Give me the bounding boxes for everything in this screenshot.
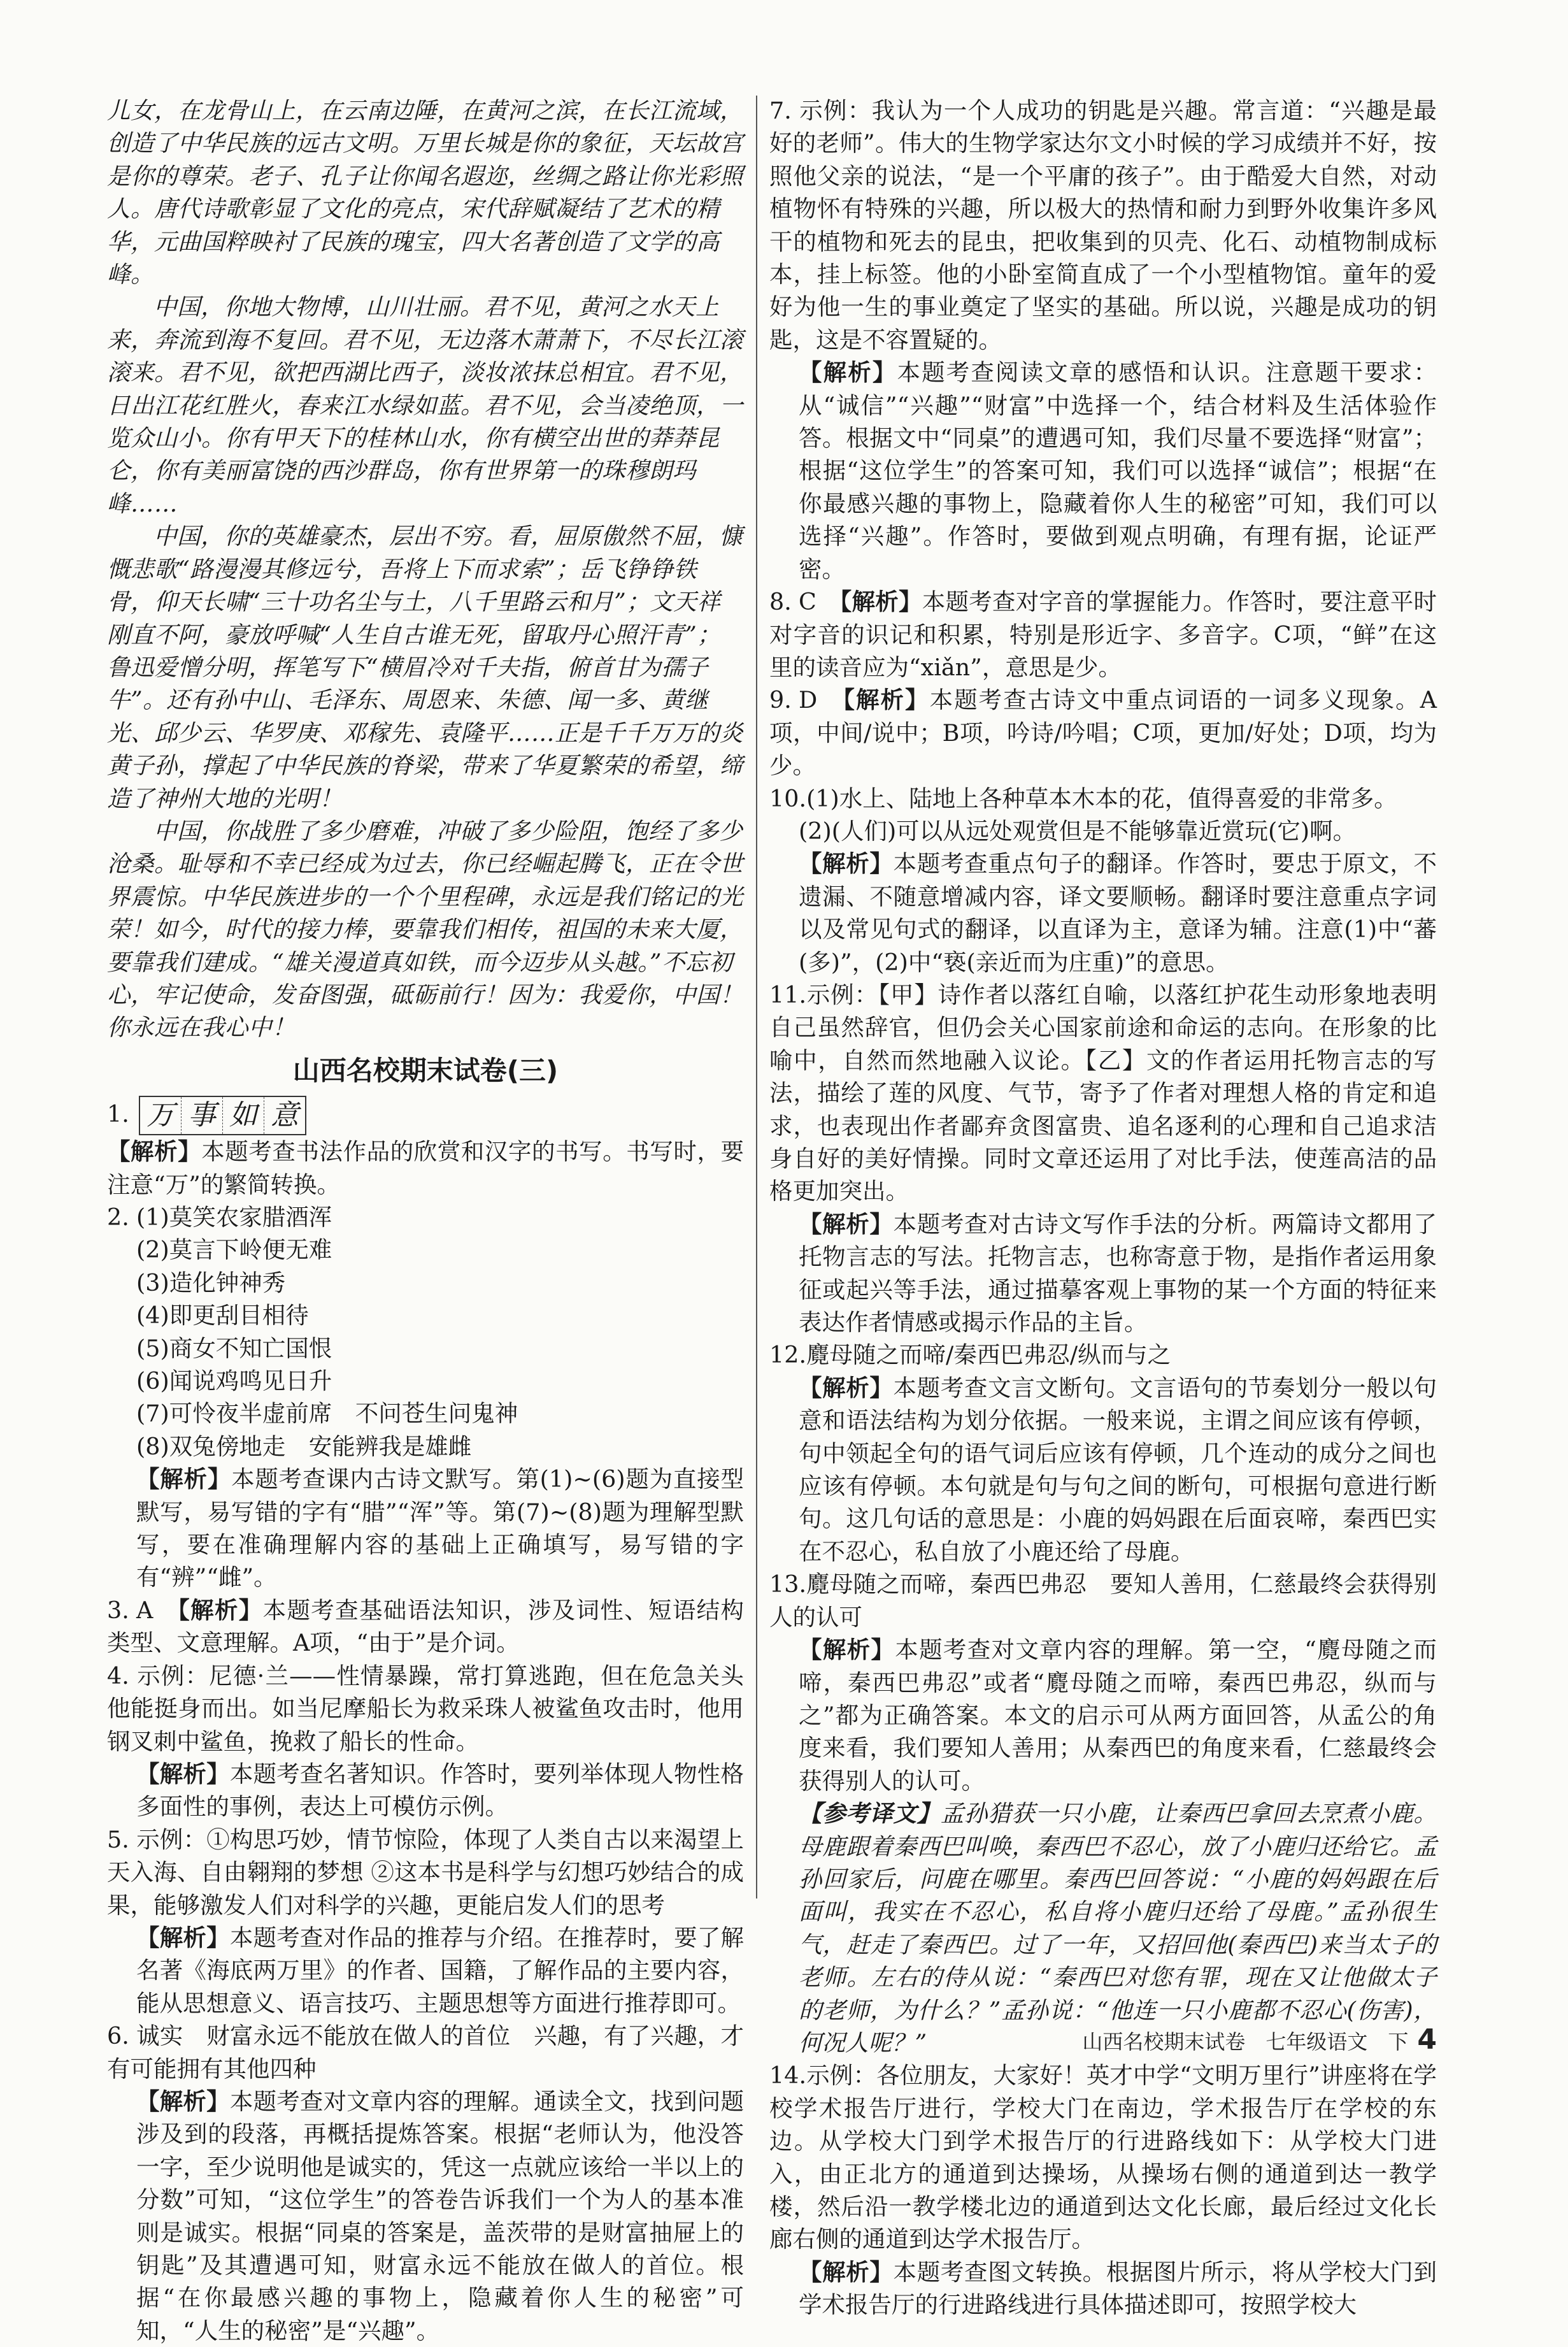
analysis-tag: 【解析】 xyxy=(136,1465,232,1493)
answer-text: 麑母随之而啼/秦西巴弗忍/纵而与之 xyxy=(806,1341,1171,1369)
analysis-text: 本题考查对文章内容的理解。第一空，“麑母随之而啼，秦西巴弗忍”或者“麑母随之而啼，秦西巴弗忍，纵而与之”都为正确答案。本文的启示可从两方面回答，从孟公的角度来看，我们要知人善用；从秦西巴的角度来看，仁慈最终会获得别人的认可。 xyxy=(799,1636,1437,1795)
section-title: 山西名校期末试卷(三) xyxy=(292,1054,559,1086)
analysis-text: 本题考查对字音的掌握能力。作答时，要注意平时对字音的识记和积累，特别是形近字、多音字。C项，“鲜”在这里的读音应为“xiǎn”，意思是少。 xyxy=(769,588,1437,681)
analysis-text: 本题考查对作品的推荐与介绍。在推荐时，要了解名著《海底两万里》的作者、国籍，了解作品的主要内容，能从思想意义、语言技巧、主题思想等方面进行推荐即可。 xyxy=(136,1923,745,2017)
answer-4 xyxy=(107,1660,744,1823)
analysis-text: 本题考查图文转换。根据图片所示，将从学校大门到学术报告厅的行进路线进行具体描述即可，按照学校大 xyxy=(799,2258,1437,2319)
analysis-tag: 【解析】 xyxy=(799,850,894,878)
answer-item: (3)造化钟神秀 xyxy=(136,1268,286,1296)
analysis-text: 本题考查书法作品的欣赏和汉字的书写。书写时，要注意“万”的繁简转换。 xyxy=(107,1138,745,1198)
answer-item: (1)莫笑农家腊酒浑 xyxy=(136,1203,332,1231)
answer-2 xyxy=(107,1201,744,1594)
answer-6 xyxy=(107,2020,744,2347)
calligraphy-char: 事 xyxy=(182,1097,223,1134)
calligraphy-char: 万 xyxy=(140,1097,182,1134)
question-number: 12. xyxy=(769,1341,807,1369)
analysis-tag: 【解析】 xyxy=(799,2258,894,2286)
answer-item: (7)可怜夜半虚前席 不问苍生问鬼神 xyxy=(136,1400,518,1428)
analysis-tag: 【解析】 xyxy=(136,2087,230,2115)
analysis xyxy=(107,2085,744,2347)
answer-13 xyxy=(769,1568,1437,2059)
answer-choice: D xyxy=(799,686,818,714)
analysis-text: 本题考查对文章内容的理解。通读全文，找到问题涉及到的段落，再概括提炼答案。根据“老师认为，他没答一字，至少说明他是诚实的，凭这一点就应该给一半以上的分数”可知，“这位学生”的答卷告诉我们一个为人的基本准则是诚实。根据“同桌的答案是，盖茨带的是财富抽屉上的钥匙”及其遭遇可知，财富永远不能放在做人的首位。根据“在你最感兴趣的事物上，隐藏着你人生的秘密”可知，“人生的秘密”是“兴趣”。 xyxy=(136,2087,745,2344)
footer-label: 山西名校期末试卷 七年级语文 下 xyxy=(1082,2030,1409,2054)
analysis xyxy=(769,1208,1437,1339)
right-column xyxy=(769,94,1437,2322)
question-number: 8. xyxy=(769,588,792,616)
answer-item: (1)水上、陆地上各种草本木本的花，值得喜爱的非常多。 xyxy=(806,784,1397,812)
analysis xyxy=(107,1135,744,1201)
analysis xyxy=(769,1372,1437,1568)
answer-8 xyxy=(769,585,1437,684)
question-number: 7. xyxy=(769,97,792,124)
question-number: 9. xyxy=(769,686,792,714)
calligraphy-char: 如 xyxy=(223,1097,264,1134)
analysis-text: 本题考查基础语法知识，涉及词性、短语结构类型、文意理解。A项，“由于”是介词。 xyxy=(107,1596,745,1657)
question-number: 14. xyxy=(769,2062,807,2090)
analysis xyxy=(769,847,1437,979)
essay-continuation xyxy=(107,94,744,1044)
answer-14 xyxy=(769,2059,1437,2321)
calligraphy-answer xyxy=(139,1096,306,1135)
calligraphy-char: 意 xyxy=(271,1099,299,1132)
question-number: 6. xyxy=(107,2022,129,2050)
analysis-text: 本题考查名著知识。作答时，要列举体现人物性格多面性的事例，表达上可模仿示例。 xyxy=(136,1760,745,1821)
answer-text: 示例：尼德·兰——性情暴躁，常打算逃跑，但在危急关头他能挺身而出。如当尼摩船长为救采珠人被鲨鱼攻击时，他用钢叉刺中鲨鱼，挽救了船长的性命。 xyxy=(107,1662,744,1755)
analysis-tag: 【解析】 xyxy=(799,1374,894,1402)
question-number: 3. xyxy=(107,1596,129,1624)
analysis xyxy=(769,2256,1437,2322)
analysis-text: 本题考查古诗文中重点词语的一词多义现象。A项，中间/说中；B项，吟诗/吟唱；C项，更加/好处；D项，均为少。 xyxy=(769,686,1437,780)
analysis-text: 本题考查阅读文章的感悟和认识。注意题干要求：从“诚信”“兴趣”“财富”中选择一个，结合材料及生活体验作答。根据文中“同桌”的遭遇可知，我们尽量不要选择“财富”；根据“这位学生”的答案可知，我们可以选择“诚信”；根据“在你最感兴趣的事物上，隐藏着你人生的秘密”可知，我们可以选择“兴趣”。作答时，要做到观点明确，有理有据，论证严密。 xyxy=(799,359,1437,583)
answer-12 xyxy=(769,1339,1437,1568)
answer-5 xyxy=(107,1823,744,2020)
question-number: 11. xyxy=(769,980,807,1008)
analysis xyxy=(769,1633,1437,1797)
essay-paragraph: 中国，你战胜了多少磨难，冲破了多少险阻，饱经了多少沧桑。耻辱和不幸已经成为过去，你已经崛起腾飞，正在令世界震惊。中华民族进步的一个个里程碑，永远是我们铭记的光荣！如今，时代的接力棒，要靠我们相传，祖国的未来大厦，要靠我们建成。“雄关漫道真如铁，而今迈步从头越。”不忘初心，牢记使命，发奋图强，砥砺前行！因为：我爱你，中国！你永远在我心中！ xyxy=(107,817,743,1042)
analysis-tag: 【解析】 xyxy=(799,1636,895,1664)
answer-text: 示例：我认为一个人成功的钥匙是兴趣。常言道：“兴趣是最好的老师”。伟大的生物学家达尔文小时候的学习成绩并不好，按照他父亲的说法，“是一个平庸的孩子”。由于酷爱大自然，对动植物怀有特殊的兴趣，所以极大的热情和耐力到野外收集许多风干的植物和死去的昆虫，把收集到的贝壳、化石、动植物制成标本，挂上标签。他的小卧室简直成了一个小型植物馆。童年的爱好为他一生的事业奠定了坚实的基础。所以说，兴趣是成功的钥匙，这是不容置疑的。 xyxy=(769,97,1437,354)
analysis-tag: 【解析】 xyxy=(839,588,922,616)
analysis-tag: 【解析】 xyxy=(136,1923,230,1951)
translation-text: 孟孙猎获一只小鹿，让秦西巴拿回去烹煮小鹿。母鹿跟着秦西巴叫唤，秦西巴不忍心，放了小鹿归还给它。孟孙回家后，问鹿在哪里。秦西巴回答说：“小鹿的妈妈跟在后面叫，我实在不忍心，私自将小鹿归还给了母鹿。”孟孙很生气，赶走了秦西巴。过了一年，又招回他(秦西巴)来当太子的老师。左右的侍从说：“秦西巴对您有罪，现在又让他做太子的老师，为什么？”孟孙说：“他连一只小鹿都不忍心(伤害)，何况人呢？” xyxy=(799,1800,1437,2056)
answer-item: (2)(人们)可以从远处观赏但是不能够靠近赏玩(它)啊。 xyxy=(799,817,1357,845)
analysis xyxy=(107,1463,744,1594)
analysis xyxy=(107,1921,744,2020)
answer-item: (8)双兔傍地走 安能辨我是雄雌 xyxy=(136,1432,472,1460)
analysis-text: 本题考查对古诗文写作手法的分析。两篇诗文都用了托物言志的写法。托物言志，也称寄意于物，是指作者运用象征或起兴等手法，通过描摹客观上事物的某一个方面的特征来表达作者情感或揭示作品的主旨。 xyxy=(799,1210,1437,1337)
question-number: 13. xyxy=(769,1570,807,1598)
question-number: 2. xyxy=(107,1203,129,1231)
page-footer xyxy=(1082,2023,1437,2056)
column-divider xyxy=(756,96,757,1898)
answer-text: 诚实 财富永远不能放在做人的首位 兴趣，有了兴趣，才有可能拥有其他四种 xyxy=(107,2022,744,2083)
analysis-tag: 【解析】 xyxy=(843,686,930,714)
analysis-text: 本题考查文言文断句。文言语句的节奏划分一般以句意和语法结构为划分依据。一般来说，主谓之间应该有停顿，句中领起全句的语气词后应该有停顿，几个连动的成分之间也应该有停顿。本句就是句与句之间的断句，可根据句意进行断句。这几句话的意思是：小鹿的妈妈跟在后面哀啼，秦西巴实在不忍心，私自放了小鹿还给了母鹿。 xyxy=(799,1374,1437,1565)
answer-7 xyxy=(769,94,1437,585)
answer-item: (2)莫言下岭便无难 xyxy=(136,1236,332,1264)
analysis-tag: 【解析】 xyxy=(107,1138,202,1166)
answer-item: (4)即更刮目相待 xyxy=(136,1302,309,1330)
answer-11 xyxy=(769,979,1437,1339)
answer-item: (5)商女不知亡国恨 xyxy=(136,1334,332,1362)
answer-1 xyxy=(107,1096,744,1201)
left-column xyxy=(107,94,744,2347)
page-number: 4 xyxy=(1417,2023,1437,2056)
analysis xyxy=(769,356,1437,585)
answer-text: 示例：①构思巧妙，情节惊险，体现了人类自古以来渴望上天入海、自由翱翔的梦想 ②这本书是科学与幻想巧妙结合的成果，能够激发人们对科学的兴趣，更能启发人们的思考 xyxy=(107,1825,744,1919)
analysis xyxy=(107,1758,744,1823)
answer-3 xyxy=(107,1594,744,1660)
analysis-tag: 【解析】 xyxy=(799,1210,894,1238)
question-number: 10. xyxy=(769,784,807,812)
answer-9 xyxy=(769,684,1437,782)
analysis-tag: 【解析】 xyxy=(136,1760,230,1788)
essay-paragraph: 中国，你的英雄豪杰，层出不穷。看，屈原傲然不屈，慷慨悲歌“路漫漫其修远兮，吾将上下而求索”；岳飞铮铮铁骨，仰天长啸“三十功名尘与土，八千里路云和月”；文天祥刚直不阿，豪放呼喊“人生自古谁无死，留取丹心照汗青”；鲁迅爱憎分明，挥笔写下“横眉冷对千夫指，俯首甘为孺子牛”。还有孙中山、毛泽东、周恩来、朱德、闻一多、黄继光、邱少云、华罗庚、邓稼先、袁隆平……正是千千万万的炎黄子孙，撑起了中华民族的脊梁，带来了华夏繁荣的希望，缔造了神州大地的光明！ xyxy=(107,522,743,812)
answer-text: 示例：【甲】诗作者以落红自喻，以落红护花生动形象地表明自己虽然辞官，但仍会关心国家前途和命运的志向。在形象的比喻中，自然而然地融入议论。【乙】文的作者运用托物言志的写法，描绘了莲的风度、气节，寄予了作者对理想人格的肯定和追求，也表现出作者鄙弃贪图富贵、追名逐利的心理和自己追求洁身自好的美好情操。同时文章还运用了对比手法，使莲高洁的品格更加突出。 xyxy=(769,980,1437,1205)
answer-10 xyxy=(769,782,1437,979)
analysis-text: 本题考查重点句子的翻译。作答时，要忠于原文，不遗漏、不随意增减内容，译文要顺畅。翻译时要注意重点字词以及常见句式的翻译，以直译为主，意译为辅。注意(1)中“蕃(多)”，(2)中“亵(亲近而为庄重)”的意思。 xyxy=(799,850,1437,976)
question-number: 4. xyxy=(107,1662,129,1690)
analysis-text: 本题考查课内古诗文默写。第(1)~(6)题为直接型默写，易写错的字有“腊”“浑”等。第(7)~(8)题为理解型默写，要在准确理解内容的基础上正确填写，易写错的字有“辨”“雌”。 xyxy=(136,1465,744,1591)
answer-text: 麑母随之而啼，秦西巴弗忍 要知人善用，仁慈最终会获得别人的认可 xyxy=(769,1570,1437,1631)
essay-paragraph: 中国，你地大物博，山川壮丽。君不见，黄河之水天上来，奔流到海不复回。君不见，无边落木萧萧下，不尽长江滚滚来。君不见，欲把西湖比西子，淡妆浓抹总相宜。君不见，日出江花红胜火，春来江水绿如蓝。君不见，会当凌绝顶，一览众山小。你有甲天下的桂林山水，你有横空出世的莽莽昆仑，你有美丽富饶的西沙群岛，你有世界第一的珠穆朗玛峰…… xyxy=(107,293,743,517)
analysis-tag: 【解析】 xyxy=(178,1596,263,1624)
analysis-tag: 【解析】 xyxy=(799,359,897,387)
translation-tag: 【参考译文】 xyxy=(799,1800,941,1828)
question-number: 1. xyxy=(107,1100,129,1128)
answer-item: (6)闻说鸡鸣见日升 xyxy=(136,1367,332,1395)
reference-translation xyxy=(769,1797,1437,2059)
answer-text: 示例：各位朋友，大家好！英才中学“文明万里行”讲座将在学校学术报告厅进行，学校大门在南边，学术报告厅在学校的东边。从学校大门到学术报告厅的行进路线如下：从学校大门进入，由正北方的通道到达操场，从操场右侧的通道到达一教学楼，然后沿一教学楼北边的通道到达文化长廊，最后经过文化长廊右侧的通道到达学术报告厅。 xyxy=(769,2062,1437,2253)
essay-paragraph: 儿女，在龙骨山上，在云南边陲，在黄河之滨，在长江流域，创造了中华民族的远古文明。万里长城是你的象征，天坛故宫是你的尊荣。老子、孔子让你闻名遐迩，丝绸之路让你光彩照人。唐代诗歌彰显了文化的亮点，宋代辞赋凝结了艺术的精华，元曲国粹映衬了民族的瑰宝，四大名著创造了文学的高峰。 xyxy=(107,97,743,289)
question-number: 5. xyxy=(107,1825,129,1853)
answer-choice: A xyxy=(136,1596,153,1624)
answer-choice: C xyxy=(799,588,816,616)
